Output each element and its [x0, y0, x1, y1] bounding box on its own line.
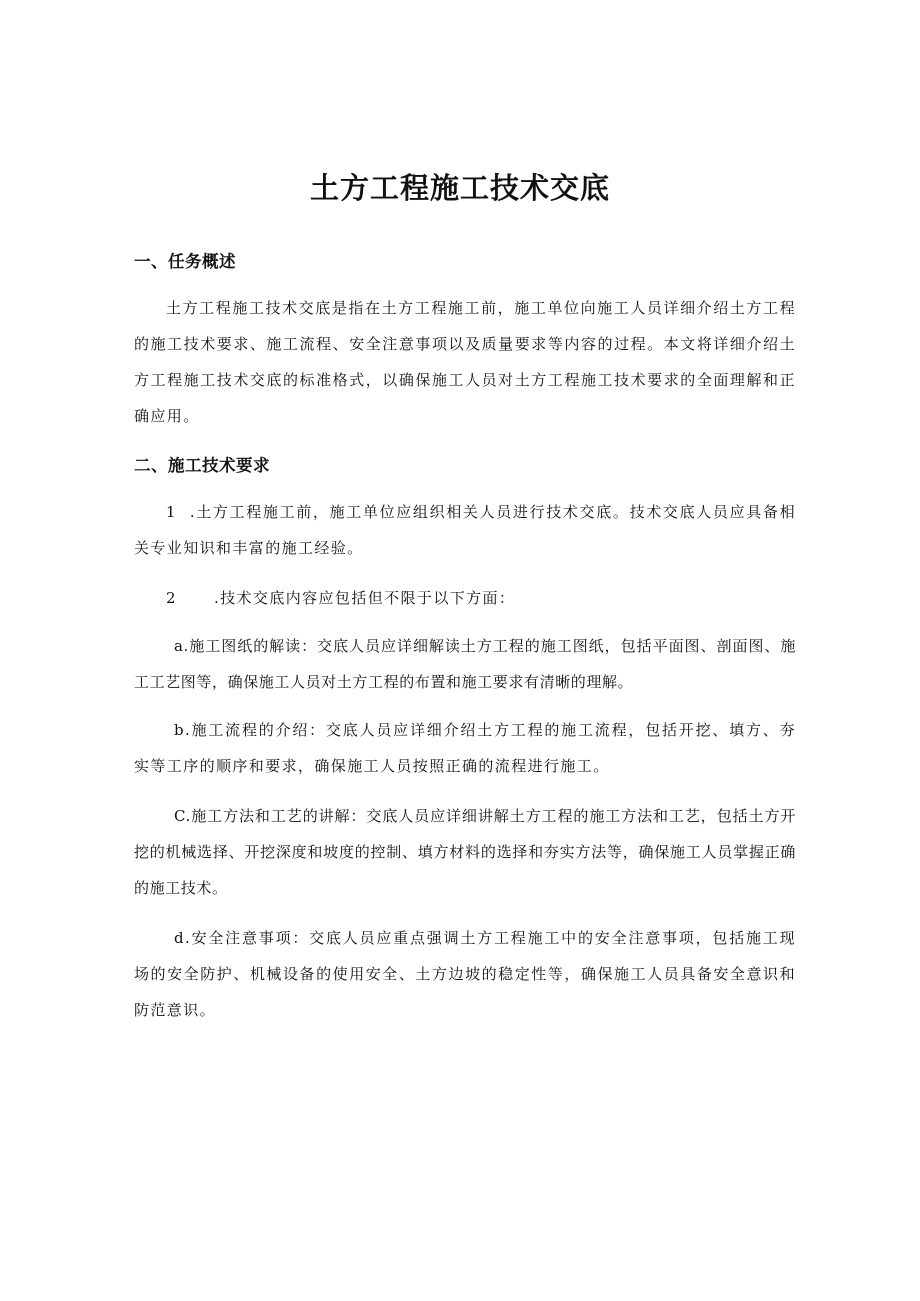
section-heading-requirements: 二、施工技术要求	[134, 456, 270, 475]
requirement-item-2b: b.施工流程的介绍：交底人员应详细介绍土方工程的施工流程，包括开挖、填方、夯实等工序的顺序和要求，确保施工人员按照正确的流程进行施工。	[134, 721, 796, 775]
section-heading-overview: 一、任务概述	[134, 252, 236, 271]
requirement-item-2d: d.安全注意事项：交底人员应重点强调土方工程施工中的安全注意事项，包括施工现场的安全防护、机械设备的使用安全、土方边坡的稳定性等，确保施工人员具备安全意识和防范意识。	[134, 929, 796, 1019]
requirement-item-2: 2 .技术交底内容应包括但不限于以下方面：	[166, 589, 516, 607]
document-title: 土方工程施工技术交底	[309, 171, 610, 205]
requirement-item-1: 1 .土方工程施工前，施工单位应组织相关人员进行技术交底。技术交底人员应具备相关专业知识和丰富的施工经验。	[134, 503, 796, 557]
requirement-item-2c: C.施工方法和工艺的讲解：交底人员应详细讲解土方工程的施工方法和工艺，包括土方开挖的机械选择、开挖深度和坡度的控制、填方材料的选择和夯实方法等，确保施工人员掌握正确的施工技术。	[134, 807, 796, 897]
requirement-item-2a: a.施工图纸的解读：交底人员应详细解读土方工程的施工图纸，包括平面图、剖面图、施工工艺图等，确保施工人员对土方工程的布置和施工要求有清晰的理解。	[134, 637, 796, 691]
overview-paragraph: 土方工程施工技术交底是指在土方工程施工前，施工单位向施工人员详细介绍土方工程的施工技术要求、施工流程、安全注意事项以及质量要求等内容的过程。本文将详细介绍土方工程施工技术交底的标准格式，以确保施工人员对土方工程施工技术要求的全面理解和正确应用。	[134, 299, 796, 425]
